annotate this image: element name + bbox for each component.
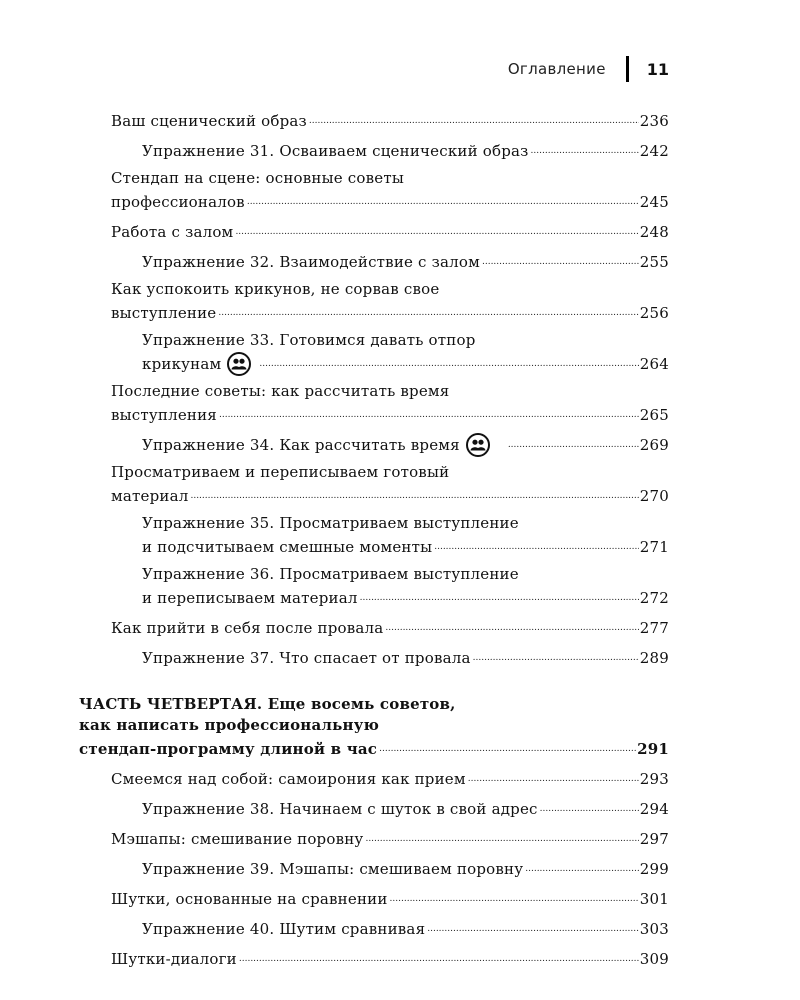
toc-entry-title: Упражнение 31. Осваиваем сценический образ bbox=[142, 142, 529, 160]
pair-work-icon bbox=[227, 352, 251, 376]
toc-chapter-entry bbox=[111, 219, 669, 243]
header-divider bbox=[626, 56, 629, 82]
toc-entry-title: выступления bbox=[111, 406, 217, 424]
dot-leader bbox=[531, 138, 639, 162]
toc-entry-last-line bbox=[142, 138, 669, 162]
toc-page-number: 271 bbox=[639, 538, 669, 556]
toc-page-number: 269 bbox=[639, 436, 669, 454]
toc-entry-title: крикунам bbox=[142, 355, 222, 373]
toc-page-number: 297 bbox=[639, 830, 669, 848]
toc-entry-line: ЧАСТЬ ЧЕТВЕРТАЯ. Еще восемь советов, bbox=[79, 695, 456, 713]
toc-page-number: 248 bbox=[639, 223, 669, 241]
toc-entry-last-line bbox=[111, 219, 669, 243]
dot-leader bbox=[360, 585, 639, 609]
toc-entry-line: Упражнение 35. Просматриваем выступление bbox=[142, 514, 519, 532]
toc-entry-title: профессионалов bbox=[111, 193, 245, 211]
pair-work-icon bbox=[466, 433, 490, 457]
dot-leader bbox=[239, 946, 639, 970]
toc-page-number: 265 bbox=[639, 406, 669, 424]
dot-leader bbox=[309, 108, 639, 132]
toc-exercise-entry bbox=[142, 513, 669, 558]
dot-leader bbox=[247, 189, 639, 213]
toc-chapter-entry bbox=[111, 946, 669, 970]
dot-leader bbox=[218, 300, 638, 324]
toc-page-number: 242 bbox=[639, 142, 669, 160]
toc-chapter-entry bbox=[111, 108, 669, 132]
dot-leader bbox=[473, 645, 639, 669]
toc-entry-line: Стендап на сцене: основные советы bbox=[111, 169, 404, 187]
toc-entry-last-line bbox=[111, 483, 669, 507]
dot-leader bbox=[468, 766, 639, 790]
toc-page-number: 272 bbox=[639, 589, 669, 607]
toc-entry-title: Ваш сценический образ bbox=[111, 112, 307, 130]
dot-leader bbox=[482, 249, 639, 273]
dot-leader bbox=[219, 402, 639, 426]
toc-entry-title: Упражнение 34. Как рассчитать время bbox=[142, 436, 460, 454]
toc-page-number: 236 bbox=[639, 112, 669, 130]
toc-exercise-entry bbox=[142, 796, 669, 820]
toc-entry-title: Упражнение 39. Мэшапы: смешиваем поровну bbox=[142, 860, 524, 878]
toc-exercise-entry bbox=[142, 249, 669, 273]
toc-entry-line: Упражнение 36. Просматриваем выступление bbox=[142, 565, 519, 583]
toc-page-number: 291 bbox=[637, 740, 669, 758]
toc-entry-last-line bbox=[111, 946, 669, 970]
dot-leader bbox=[385, 615, 638, 639]
toc-page-number: 256 bbox=[639, 304, 669, 322]
toc-entry-title: и подсчитываем смешные моменты bbox=[142, 538, 433, 556]
toc-chapter-entry bbox=[111, 279, 669, 324]
toc-chapter-entry bbox=[111, 766, 669, 790]
table-of-contents bbox=[0, 108, 800, 976]
section-title: Оглавление bbox=[507, 60, 606, 78]
dot-leader bbox=[508, 432, 639, 456]
toc-page-number: 289 bbox=[639, 649, 669, 667]
toc-entry-last-line bbox=[142, 351, 669, 375]
dot-leader bbox=[190, 483, 638, 507]
toc-entry-line: как написать профессиональную bbox=[79, 716, 380, 734]
toc-entry-line: Последние советы: как рассчитать время bbox=[111, 382, 450, 400]
toc-chapter-entry bbox=[111, 886, 669, 910]
dot-leader bbox=[434, 534, 639, 558]
dot-leader bbox=[427, 916, 639, 940]
toc-entry-title: Мэшапы: смешивание поровну bbox=[111, 830, 364, 848]
toc-chapter-entry bbox=[111, 168, 669, 213]
toc-part-entry bbox=[79, 694, 669, 760]
toc-entry-last-line bbox=[142, 585, 669, 609]
dot-leader bbox=[235, 219, 638, 243]
toc-entry-last-line bbox=[142, 249, 669, 273]
toc-entry-last-line bbox=[111, 886, 669, 910]
toc-exercise-entry bbox=[142, 645, 669, 669]
toc-entry-last-line bbox=[111, 300, 669, 324]
toc-page-number: 301 bbox=[639, 890, 669, 908]
toc-entry-title: Как прийти в себя после провала bbox=[111, 619, 384, 637]
toc-entry-title: Упражнение 37. Что спасает от провала bbox=[142, 649, 471, 667]
toc-entry-title: Шутки, основанные на сравнении bbox=[111, 890, 388, 908]
toc-entry-last-line bbox=[111, 766, 669, 790]
toc-page-number: 245 bbox=[639, 193, 669, 211]
toc-page-number: 294 bbox=[639, 800, 669, 818]
toc-exercise-entry bbox=[142, 564, 669, 609]
toc-exercise-entry bbox=[142, 856, 669, 880]
toc-entry-title: Работа с залом bbox=[111, 223, 234, 241]
toc-entry-title: и переписываем материал bbox=[142, 589, 358, 607]
toc-chapter-entry bbox=[111, 381, 669, 426]
toc-entry-last-line bbox=[111, 108, 669, 132]
toc-entry-last-line bbox=[111, 402, 669, 426]
page-number: 11 bbox=[646, 59, 669, 79]
toc-page-number: 270 bbox=[639, 487, 669, 505]
toc-entry-last-line bbox=[142, 796, 669, 820]
toc-entry-last-line bbox=[111, 826, 669, 850]
toc-exercise-entry bbox=[142, 432, 669, 456]
toc-entry-last-line bbox=[142, 534, 669, 558]
toc-entry-line: Просматриваем и переписываем готовый bbox=[111, 463, 450, 481]
dot-leader bbox=[259, 351, 638, 375]
toc-page-number: 293 bbox=[639, 770, 669, 788]
toc-entry-title: материал bbox=[111, 487, 189, 505]
toc-page-number: 309 bbox=[639, 950, 669, 968]
toc-entry-last-line bbox=[142, 645, 669, 669]
dot-leader bbox=[540, 796, 639, 820]
toc-page-number: 255 bbox=[639, 253, 669, 271]
dot-leader bbox=[365, 826, 638, 850]
toc-exercise-entry bbox=[142, 916, 669, 940]
toc-chapter-entry bbox=[111, 615, 669, 639]
toc-chapter-entry bbox=[111, 826, 669, 850]
toc-entry-last-line bbox=[111, 615, 669, 639]
toc-page-number: 264 bbox=[639, 355, 669, 373]
toc-entry-title: Упражнение 32. Взаимодействие с залом bbox=[142, 253, 480, 271]
toc-entry-last-line bbox=[142, 432, 669, 456]
toc-page-number: 277 bbox=[639, 619, 669, 637]
toc-exercise-entry bbox=[142, 330, 669, 375]
running-header bbox=[508, 56, 669, 82]
toc-entry-line: Как успокоить крикунов, не сорвав свое bbox=[111, 280, 440, 298]
dot-leader bbox=[379, 736, 636, 760]
toc-entry-last-line bbox=[142, 856, 669, 880]
toc-entry-title: Упражнение 40. Шутим сравнивая bbox=[142, 920, 426, 938]
toc-entry-last-line bbox=[142, 916, 669, 940]
toc-page-number: 303 bbox=[639, 920, 669, 938]
toc-entry-title: Смеемся над собой: самоирония как прием bbox=[111, 770, 466, 788]
toc-entry-title: выступление bbox=[111, 304, 217, 322]
dot-leader bbox=[390, 886, 639, 910]
toc-chapter-entry bbox=[111, 462, 669, 507]
dot-leader bbox=[525, 856, 639, 880]
toc-entry-title: стендап-программу длиной в час bbox=[79, 740, 378, 758]
toc-entry-last-line bbox=[111, 189, 669, 213]
toc-page-number: 299 bbox=[639, 860, 669, 878]
toc-exercise-entry bbox=[142, 138, 669, 162]
toc-entry-title: Шутки-диалоги bbox=[111, 950, 237, 968]
toc-entry-title: Упражнение 38. Начинаем с шуток в свой адрес bbox=[142, 800, 538, 818]
toc-entry-last-line bbox=[79, 736, 669, 760]
toc-entry-line: Упражнение 33. Готовимся давать отпор bbox=[142, 331, 476, 349]
